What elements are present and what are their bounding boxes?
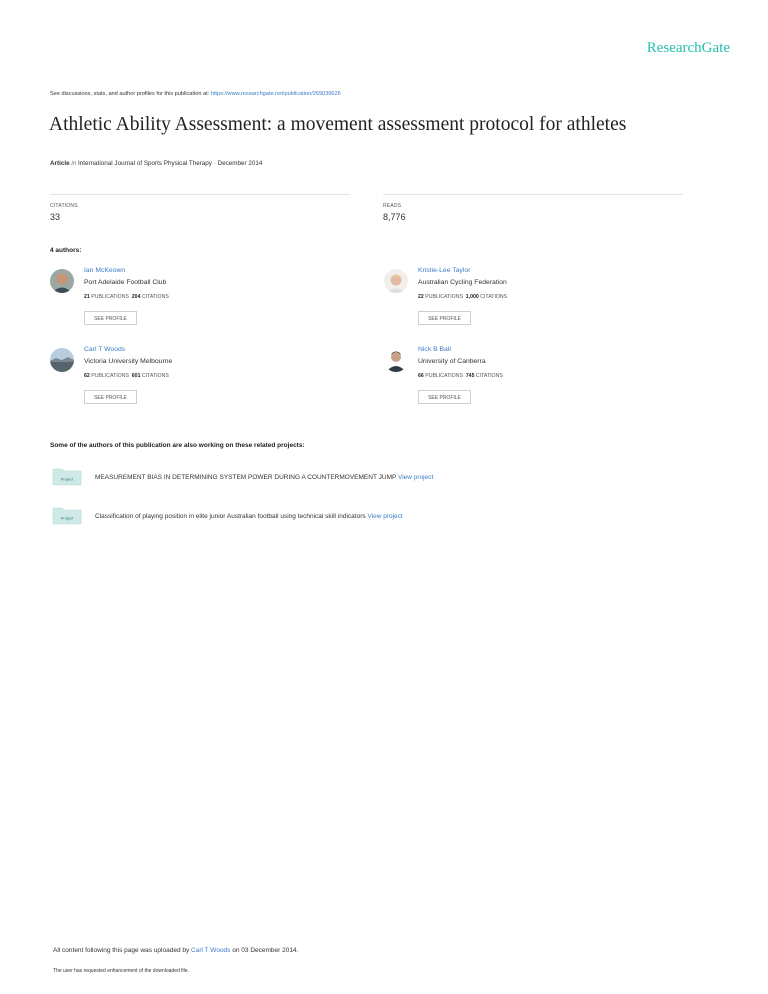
project-text: [95, 513, 403, 520]
author-name-link[interactable]: Ian McKeown: [84, 267, 126, 274]
avatar[interactable]: [50, 269, 74, 293]
reads-label: READS: [383, 203, 402, 209]
author-institution: Victoria University Melbourne: [84, 358, 173, 365]
avatar[interactable]: [50, 348, 74, 372]
project-title: Classification of playing position in elite junior Australian football using technical skill indicators: [95, 513, 366, 520]
see-profile-button[interactable]: SEE PROFILE: [418, 390, 471, 404]
author-card: [384, 346, 684, 416]
publication-meta: [50, 160, 262, 167]
upload-suffix: on 03 December 2014.: [232, 947, 299, 954]
related-projects-heading: Some of the authors of this publication are also working on these related projects:: [50, 442, 305, 449]
publications-label: PUBLICATIONS: [91, 373, 129, 379]
meta-in: in: [71, 160, 77, 167]
citation-count: 601: [131, 373, 141, 379]
publications-label: PUBLICATIONS: [91, 294, 129, 300]
uploader-link[interactable]: Carl T Woods: [191, 947, 231, 954]
enhancement-notice: The user has requested enhancement of the downloaded file.: [53, 968, 189, 974]
project-item: [52, 466, 652, 490]
publication-title: Athletic Ability Assessment: a movement assessment protocol for athletes: [49, 114, 627, 135]
author-name-link[interactable]: Nick B Ball: [418, 346, 451, 353]
journal-info: International Journal of Sports Physical Therapy · December 2014: [78, 160, 263, 167]
citation-count: 1,000: [465, 294, 479, 300]
divider-left: [50, 194, 350, 195]
project-text: [95, 474, 433, 481]
avatar[interactable]: [384, 269, 408, 293]
see-profile-button[interactable]: SEE PROFILE: [84, 390, 137, 404]
citation-count: 745: [465, 373, 475, 379]
project-folder-icon[interactable]: [52, 466, 82, 486]
researchgate-logo[interactable]: ResearchGate: [646, 40, 730, 56]
publications-label: PUBLICATIONS: [425, 373, 463, 379]
see-profile-button[interactable]: SEE PROFILE: [418, 311, 471, 325]
see-profile-button[interactable]: SEE PROFILE: [84, 311, 137, 325]
citations-label: CITATIONS: [50, 203, 78, 209]
publication-count: 62: [84, 373, 90, 379]
author-card: [384, 267, 684, 337]
author-institution: Port Adelaide Football Club: [84, 279, 167, 286]
authors-heading: 4 authors:: [50, 247, 82, 254]
author-card: [50, 267, 350, 337]
reads-value: 8,776: [383, 212, 406, 222]
project-item: [52, 505, 652, 529]
publication-count: 22: [418, 294, 424, 300]
author-stats: [84, 294, 169, 300]
discussion-notice: [50, 91, 341, 97]
project-tag: Project: [60, 476, 74, 482]
publication-type: Article: [50, 160, 70, 167]
author-name-link[interactable]: Carl T Woods: [84, 346, 126, 353]
view-project-link[interactable]: View project: [367, 513, 403, 520]
view-project-link[interactable]: View project: [398, 474, 434, 481]
avatar[interactable]: [384, 348, 408, 372]
publication-count: 66: [418, 373, 424, 379]
project-title: MEASUREMENT BIAS IN DETERMINING SYSTEM POWER DURING A COUNTERMOVEMENT JUMP: [95, 474, 397, 481]
project-tag: Project: [60, 515, 74, 521]
author-stats: [418, 373, 503, 379]
discussion-notice-text: See discussions, stats, and author profiles for this publication at:: [50, 91, 210, 97]
author-institution: University of Canberra: [418, 358, 486, 365]
upload-prefix: All content following this page was uploaded by: [53, 947, 190, 954]
author-name-link[interactable]: Kristie-Lee Taylor: [418, 267, 471, 274]
citations-label: CITATIONS: [141, 373, 169, 379]
publication-count: 21: [84, 294, 90, 300]
publication-url-link[interactable]: https://www.researchgate.net/publication/269039626: [210, 91, 341, 97]
citation-count: 204: [131, 294, 141, 300]
author-stats: [84, 373, 169, 379]
author-stats: [418, 294, 507, 300]
citations-label: CITATIONS: [480, 294, 508, 300]
citations-label: CITATIONS: [475, 373, 503, 379]
publications-label: PUBLICATIONS: [425, 294, 463, 300]
citations-label: CITATIONS: [141, 294, 169, 300]
citations-value: 33: [50, 212, 61, 222]
upload-notice: [53, 947, 298, 954]
project-folder-icon[interactable]: [52, 505, 82, 525]
author-institution: Australian Cycling Federation: [418, 279, 507, 286]
author-card: [50, 346, 350, 416]
divider-right: [383, 194, 683, 195]
